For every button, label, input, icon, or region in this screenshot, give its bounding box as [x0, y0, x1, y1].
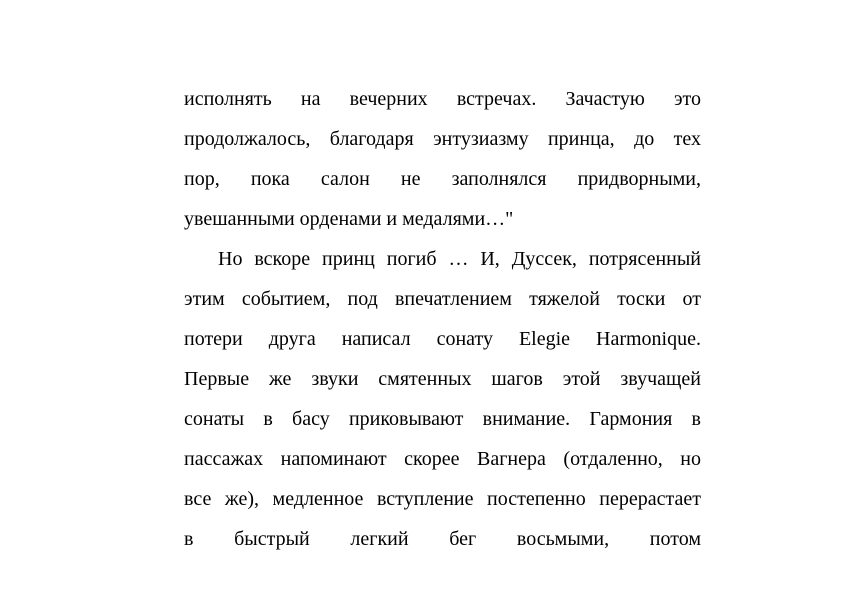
text-line: этим событием, под впечатлением тяжелой тоски от [184, 288, 701, 310]
text-line: пассажах напоминают скорее Вагнера (отдаленно, но [184, 448, 701, 470]
text-line: потери друга написал сонату Elegie Harmonique. [184, 328, 701, 350]
text-line: продолжалось, благодаря энтузиазму принца, до тех [184, 128, 701, 150]
text-line: сонаты в басу приковывают внимание. Гармония в [184, 408, 701, 430]
body-text [184, 84, 701, 564]
text-line: Первые же звуки смятенных шагов этой звучащей [184, 368, 701, 390]
text-line: в быстрый легкий бег восьмыми, потом [184, 528, 701, 550]
paragraph-start-line: Но вскоре принц погиб … И, Дуссек, потрясенный [218, 248, 701, 270]
text-line: увешанными орденами и медалями…" [184, 208, 514, 230]
text-line: все же), медленное вступление постепенно перерастает [184, 488, 701, 510]
text-line: пор, пока салон не заполнялся придворными, [184, 168, 701, 190]
text-line: исполнять на вечерних встречах. Зачастую это [184, 88, 701, 110]
